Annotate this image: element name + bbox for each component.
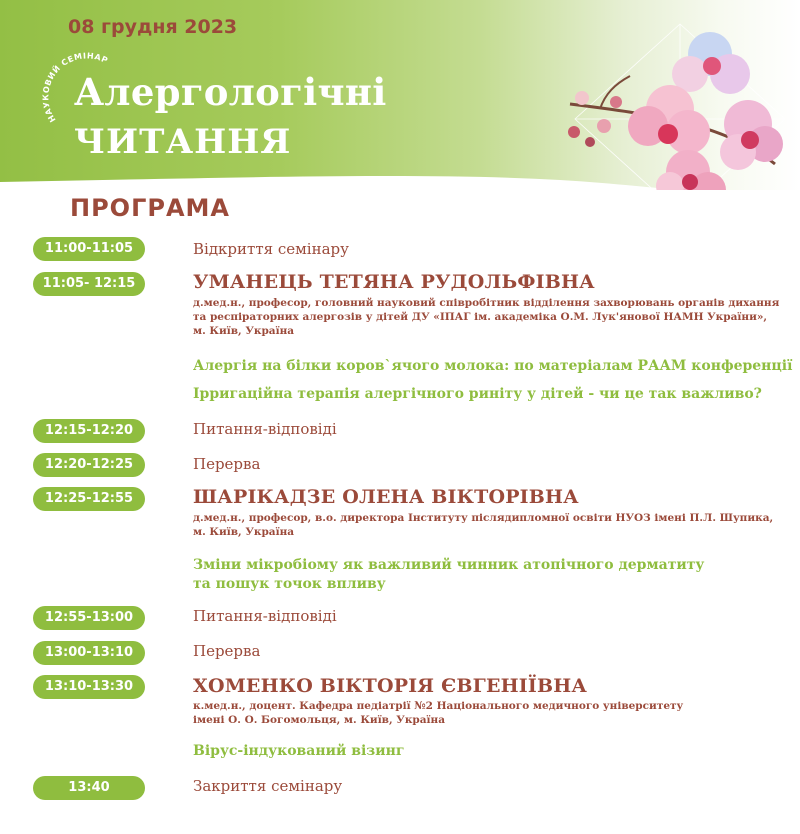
time-badge: 12:25-12:55 [33, 487, 145, 511]
blossom-bottom [656, 150, 726, 190]
arc-text: НАУКОВИЙ СЕМІНАР [41, 52, 110, 124]
speaker-name: УМАНЕЦЬ ТЕТЯНА РУДОЛЬФІВНА [193, 271, 595, 293]
talk-topic: Ірригаційна терапія алергічного риніту у дітей - чи це так важливо? [193, 386, 762, 402]
talk-topic: Зміни мікробіому як важливий чинник атопічного дерматиту [193, 557, 705, 573]
credential-line: м. Київ, Україна [193, 325, 295, 337]
talk-topic: Алергія на білки коров`ячого молока: по матеріалам РААМ конференції [193, 358, 793, 374]
time-badge: 13:10-13:30 [33, 675, 145, 699]
time-badge: 13:00-13:10 [33, 641, 145, 665]
credential-line: м. Київ, Україна [193, 526, 295, 538]
event-title-line2: ЧИТАННЯ [74, 122, 292, 162]
talk-topic: та пошук точок впливу [193, 576, 386, 592]
agenda-label-closing: Закриття семінару [193, 777, 343, 795]
time-badge: 11:05- 12:15 [33, 272, 145, 296]
speaker-credentials [193, 511, 783, 539]
time-badge: 12:55-13:00 [33, 606, 145, 630]
talk-topic: Вірус-індукований візинг [193, 743, 405, 759]
credential-line: д.мед.н., професор, головний науковий співробітник відділення захворювань органів дихання [193, 297, 780, 309]
agenda-label-qa: Питання-відповіді [193, 607, 337, 625]
cherry-blossom-illustration [560, 14, 800, 190]
speaker-credentials [193, 296, 783, 338]
speaker-name: ХОМЕНКО ВІКТОРІЯ ЄВГЕНІЇВНА [193, 675, 588, 697]
credential-line: д.мед.н., професор, в.о. директора Інституту післядипломної освіти НУОЗ імені П.Л. Шупика, [193, 512, 774, 524]
time-badge: 11:00-11:05 [33, 237, 145, 261]
event-date: 08 грудня 2023 [68, 16, 238, 38]
time-badge: 12:20-12:25 [33, 453, 145, 477]
speaker-credentials [193, 699, 783, 727]
credential-line: імені О. О. Богомольця, м. Київ, Україна [193, 714, 446, 726]
agenda-label-opening: Відкриття семінару [193, 240, 349, 258]
time-badge: 13:40 [33, 776, 145, 800]
event-title-line1: Алергологічні [74, 70, 387, 114]
agenda-label-break: Перерва [193, 642, 261, 660]
credential-line: к.мед.н., доцент. Кафедра педіатрії №2 Національного медичного університету [193, 700, 684, 712]
blossom-large [672, 32, 750, 94]
credential-line: та респіраторних алергозів у дітей ДУ «ІПАГ ім. академіка О.М. Лук'янової НАМН України», [193, 311, 768, 323]
agenda-label-qa: Питання-відповіді [193, 420, 337, 438]
blossom-main [628, 85, 710, 154]
time-badge: 12:15-12:20 [33, 419, 145, 443]
header-banner [0, 0, 800, 190]
speaker-name: ШАРІКАДЗЕ ОЛЕНА ВІКТОРІВНА [193, 486, 579, 508]
blossom-right [720, 100, 783, 170]
agenda-label-break: Перерва [193, 455, 261, 473]
program-heading: ПРОГРАМА [70, 194, 230, 222]
